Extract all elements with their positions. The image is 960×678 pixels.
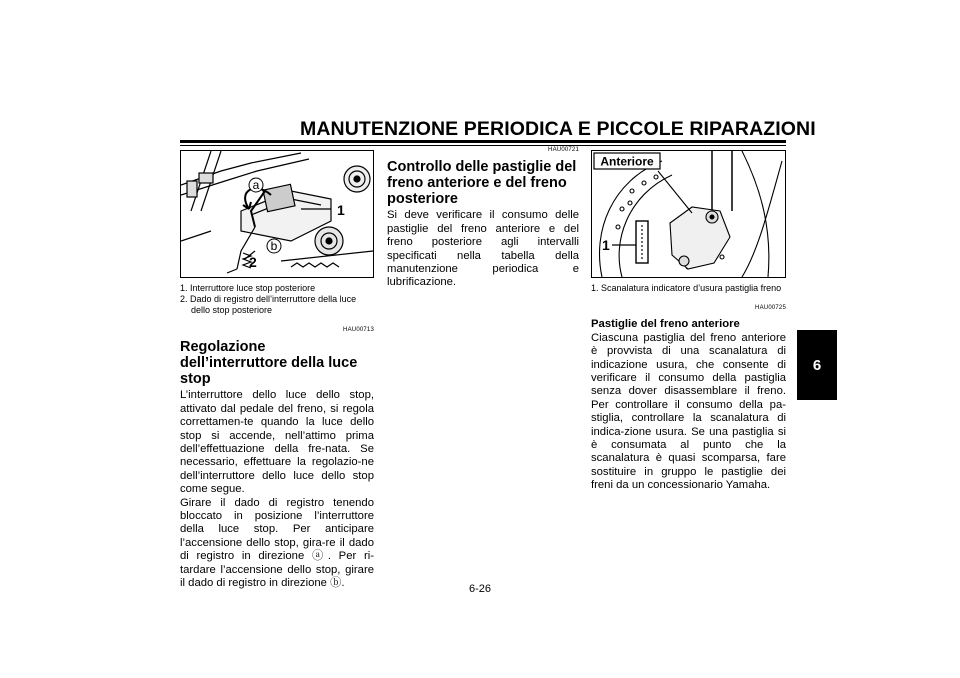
caption-item-1: 1. Scanalatura indicatore d’usura pastiglia freno: [591, 283, 782, 293]
body-paragraph: Girare il dado di registro tenendo bloccato in posizione l’interruttore della luce stop. Per anticipare l’accensione dello stop, gira-re il dado di registro in direzione ⓐ. Per ri-tardare l’accensione dello stop, girare il dado di registro in direzione ⓑ.: [180, 496, 374, 590]
section-code: HAU00725: [755, 305, 786, 311]
brake-pad-figure: [591, 150, 786, 278]
page-header-title: MANUTENZIONE PERIODICA E PICCOLE RIPARAZIONI: [300, 118, 816, 140]
chapter-tab: [797, 330, 837, 400]
body-paragraph: Si deve verificare il consumo delle pastiglie del freno anteriore e del freno posteriore agli intervalli specificati nella tabella della manutenzione periodica e lubrificazione.: [387, 209, 579, 289]
brake-switch-figure: [180, 150, 374, 278]
page-number: 6-26: [468, 583, 492, 595]
figure-label-2: 2: [249, 254, 257, 270]
chapter-tab-label: 6: [812, 356, 822, 374]
figure-label-1: 1: [337, 202, 345, 218]
figure-label-a: a: [252, 178, 260, 192]
caption-item-2: 2. Dado di registro dell’interruttore della luce dello stop posteriore: [180, 294, 357, 315]
right-column: [591, 150, 786, 493]
figure-caption: [180, 283, 374, 316]
section-heading: Controllo delle pastiglie del freno anteriore e del freno posteriore: [387, 159, 577, 208]
left-column: [180, 150, 374, 591]
section-code: HAU00721: [548, 147, 579, 153]
body-paragraph: Ciascuna pastiglia del freno anteriore è provvista di una scanalatura di indicazione usura, che consente di verificare il consumo della pastiglia senza dover disassemblare il freno. Per controllare il consumo della pa-stiglia, controllare la scanalatura di indica-zione usura. Se una pastiglia si è consumata al punto che la scanalatura è quasi scomparsa, fare sostituire in gruppo le pastiglie dei freni da un concessionario Yamaha.: [591, 331, 786, 492]
figure-label-1: 1: [602, 237, 610, 253]
brake-pad-illustration: [592, 151, 785, 277]
section-heading: Regolazione dell’interruttore della luce stop: [180, 339, 358, 388]
caption-item-1: 1. Interruttore luce stop posteriore: [180, 283, 316, 293]
figure-caption: [591, 283, 786, 294]
section-subheading: Pastiglie del freno anteriore: [591, 318, 740, 331]
figure-label-b: b: [270, 239, 278, 253]
middle-column: [387, 147, 579, 290]
header-rule: [180, 140, 786, 143]
section-code: HAU00713: [343, 327, 374, 333]
figure-label-front: Anteriore: [600, 154, 654, 169]
body-paragraph: L’interruttore dello luce dello stop, attivato dal pedale del freno, si regola correttamen-te quando la luce dello stop si accende, nell’attimo prima dell’effettuazione della fre-nata. Se necessario, effettuare la regolazio-ne dell’interruttore dello luce dello stop come segue.: [180, 389, 374, 496]
brake-switch-illustration: [181, 151, 373, 277]
